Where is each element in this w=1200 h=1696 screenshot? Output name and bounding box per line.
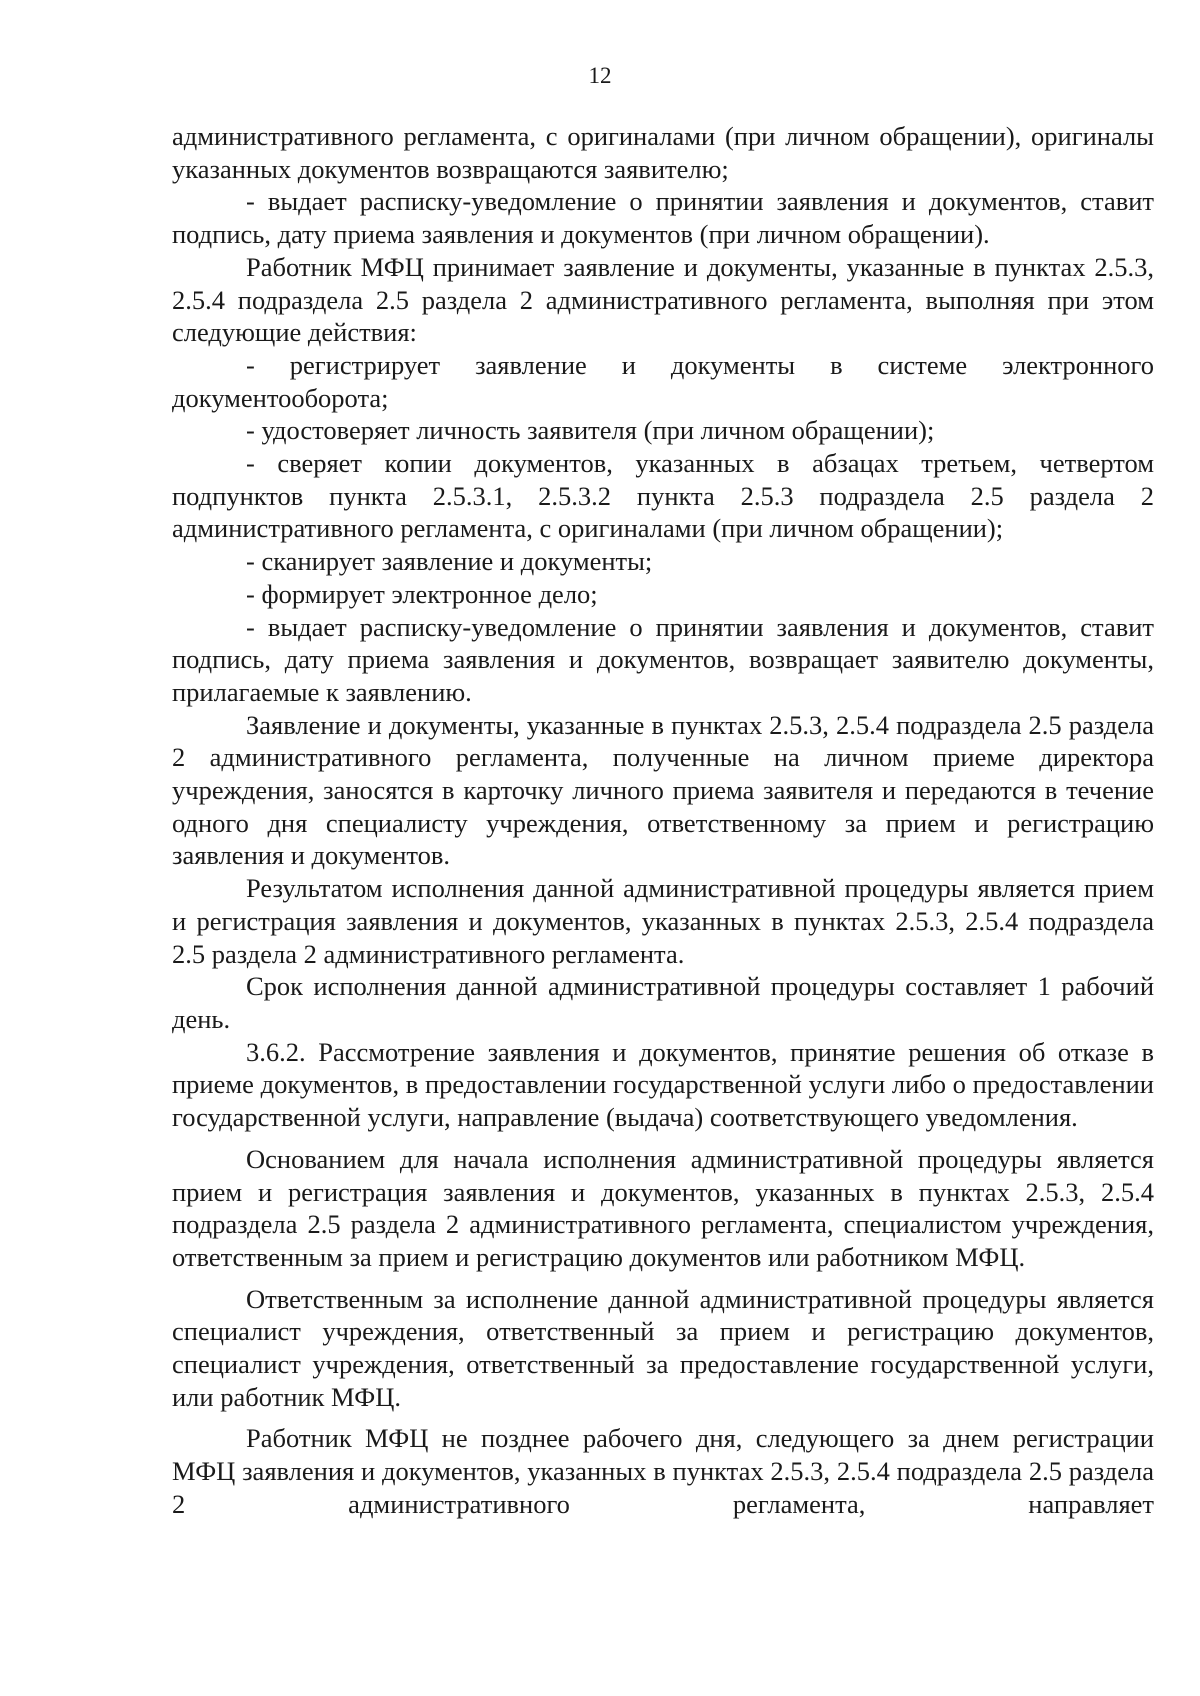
paragraph: - выдает расписку-уведомление о принятии заявления и документов, ставит подпись, дату приема заявления и документов (при личном обращении). [172,186,1154,250]
list-item: - формирует электронное дело; [246,578,598,609]
section-heading-paragraph: 3.6.2. Рассмотрение заявления и документов, принятие решения об отказе в приеме документов, в предоставлении государственной услуги либо о предоставлении государственной услуги, направление (выдача) соответствующего уведомления. [172,1036,1154,1133]
document-body [172,120,1154,1521]
paragraph: Основанием для начала исполнения административной процедуры является прием и регистрация заявления и документов, указанных в пунктах 2.5.3, 2.5.4 подраздела 2.5 раздела 2 административного регламента, специалистом учреждения, ответственным за прием и регистрацию документов или работником МФЦ. [172,1143,1154,1272]
paragraph: Результатом исполнения данной административной процедуры является прием и регистрация заявления и документов, указанных в пунктах 2.5.3, 2.5.4 подраздела 2.5 раздела 2 административного регламента. [172,873,1154,969]
paragraph: Работник МФЦ принимает заявление и документы, указанные в пунктах 2.5.3, 2.5.4 подраздела 2.5 раздела 2 административного регламента, выполняя при этом следующие действия: [172,251,1154,348]
page-number: 12 [588,63,612,88]
list-item: - сверяет копии документов, указанных в абзацах третьем, четвертом подпунктов пункта 2.5.3.1, 2.5.3.2 пункта 2.5.3 подраздела 2.5 раздела 2 административного регламента, с оригиналами (при личном обращении); [172,448,1154,544]
list-item: - выдает расписку-уведомление о принятии заявления и документов, ставит подпись, дату приема заявления и документов, возвращает заявителю документы, прилагаемые к заявлению. [172,611,1154,707]
paragraph: Заявление и документы, указанные в пунктах 2.5.3, 2.5.4 подраздела 2.5 раздела 2 административного регламента, полученные на личном приеме директора учреждения, заносятся в карточку личного приема заявителя и передаются в течение одного дня специалисту учреждения, ответственному за прием и регистрацию заявления и документов. [172,709,1154,871]
paragraph: Срок исполнения данной административной процедуры составляет 1 рабочий день. [172,971,1154,1034]
list-item: - регистрирует заявление и документы в системе электронного документооборота; [172,349,1154,413]
paragraph: административного регламента, с оригиналами (при личном обращении), оригиналы указанных документов возвращаются заявителю; [172,121,1154,184]
paragraph: Работник МФЦ не позднее рабочего дня, следующего за днем регистрации МФЦ заявления и документов, указанных в пунктах 2.5.3, 2.5.4 подраздела 2.5 раздела 2 административного регламента, направляет [172,1423,1154,1519]
list-item: - удостоверяет личность заявителя (при личном обращении); [246,415,935,446]
paragraph: Ответственным за исполнение данной административной процедуры является специалист учреждения, ответственный за прием и регистрацию документов, специалист учреждения, ответственный за предоставление государственной услуги, или работник МФЦ. [172,1283,1154,1412]
list-item: - сканирует заявление и документы; [246,546,653,577]
